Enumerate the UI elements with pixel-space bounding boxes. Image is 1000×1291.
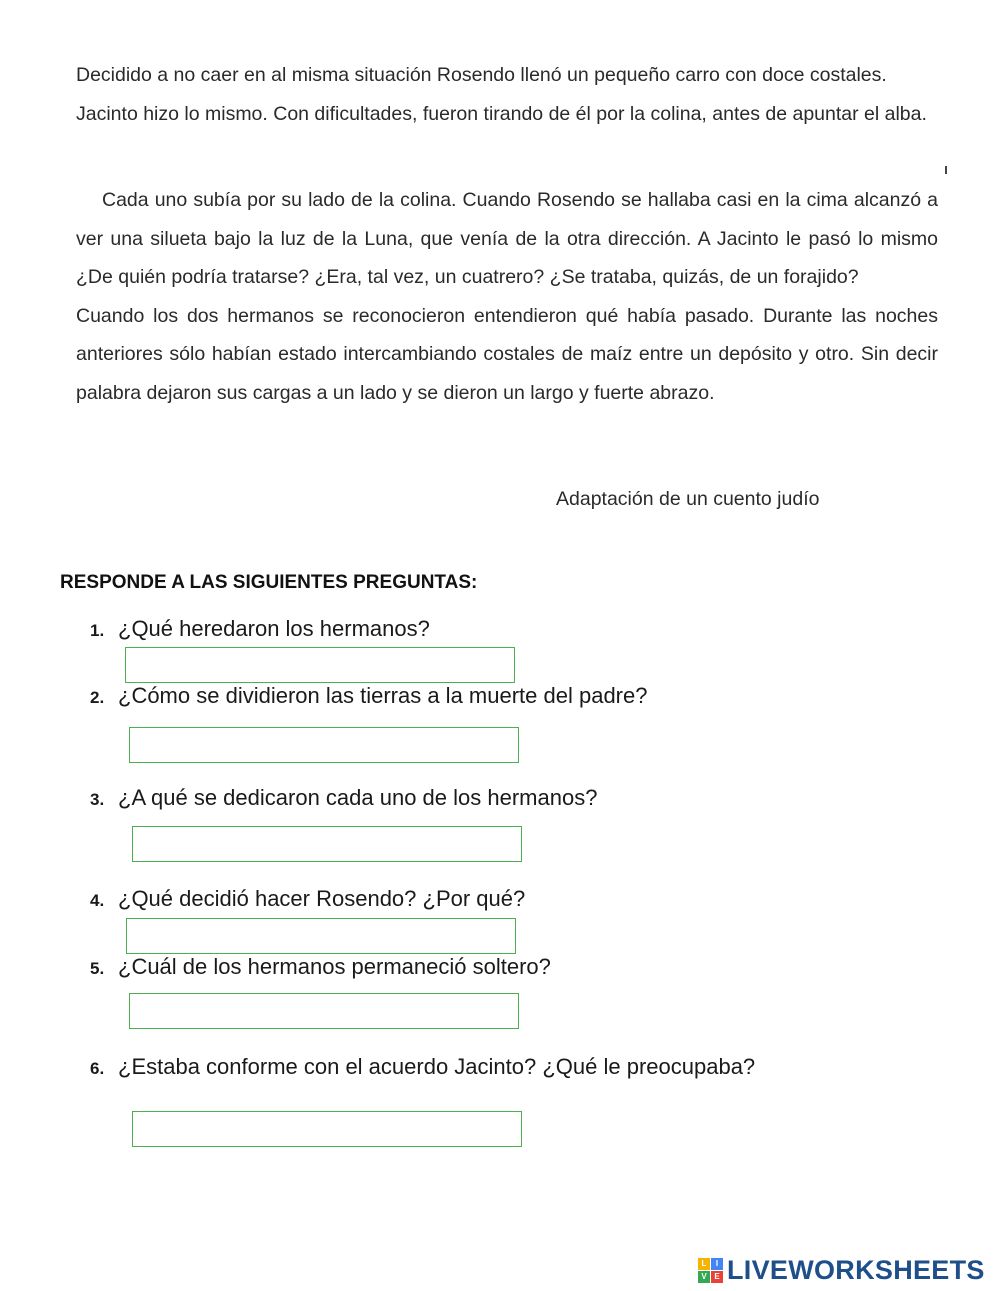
question-text: ¿Estaba conforme con el acuerdo Jacinto? ¿Qué le preocupaba? xyxy=(118,1054,756,1079)
story-text-3: Cuando los dos hermanos se reconocieron entendieron qué había pasado. Durante las noches anteriores sólo habían estado intercambiando costales de maíz entre un depósito y otro. Sin decir palabra dejaron sus cargas a un lado y se dieron un largo y fuerte abrazo. xyxy=(76,304,938,404)
liveworksheets-logo xyxy=(698,1256,985,1284)
question-text: ¿Cómo se dividieron las tierras a la muerte del padre? xyxy=(118,683,648,708)
question-4 xyxy=(90,886,525,912)
logo-cube: I xyxy=(711,1258,723,1270)
question-1 xyxy=(90,616,430,642)
logo-cube: V xyxy=(698,1271,710,1283)
question-number: 2. xyxy=(90,688,105,707)
stray-mark xyxy=(945,166,947,174)
story-paragraph-2 xyxy=(76,181,938,412)
answer-input-2[interactable] xyxy=(129,727,519,763)
question-number: 6. xyxy=(90,1059,105,1078)
story-paragraph-1 xyxy=(76,56,938,133)
question-number: 5. xyxy=(90,959,105,978)
logo-cube: L xyxy=(698,1258,710,1270)
question-3 xyxy=(90,785,597,811)
answer-input-3[interactable] xyxy=(132,826,522,862)
question-6 xyxy=(90,1054,755,1080)
story-credit: Adaptación de un cuento judío xyxy=(556,488,820,510)
answer-input-6[interactable] xyxy=(132,1111,522,1147)
question-number: 3. xyxy=(90,790,105,809)
answer-input-1[interactable] xyxy=(125,647,515,683)
logo-cube: E xyxy=(711,1271,723,1283)
answer-input-4[interactable] xyxy=(126,918,516,954)
question-text: ¿Qué decidió hacer Rosendo? ¿Por qué? xyxy=(118,886,526,911)
question-5 xyxy=(90,954,551,980)
question-text: ¿Cuál de los hermanos permaneció soltero? xyxy=(118,954,551,979)
question-number: 4. xyxy=(90,891,105,910)
logo-cubes-icon xyxy=(698,1258,723,1283)
questions-heading: RESPONDE A LAS SIGUIENTES PREGUNTAS: xyxy=(60,572,478,593)
story-text-1: Decidido a no caer en al misma situación Rosendo llenó un pequeño carro con doce costales. Jacinto hizo lo mismo. Con dificultades, fueron tirando de él por la colina, antes de apuntar el alba. xyxy=(76,64,927,125)
question-text: ¿A qué se dedicaron cada uno de los hermanos? xyxy=(118,785,598,810)
answer-input-5[interactable] xyxy=(129,993,519,1029)
question-text: ¿Qué heredaron los hermanos? xyxy=(118,616,430,641)
question-2 xyxy=(90,683,647,709)
story-text-2: Cada uno subía por su lado de la colina. Cuando Rosendo se hallaba casi en la cima alcanzó a ver una silueta bajo la luz de la Luna, que venía de la otra dirección. A Jacinto le pasó lo mismo ¿De quién podría tratarse? ¿Era, tal vez, un cuatrero? ¿Se trataba, quizás, de un forajido? xyxy=(76,189,938,288)
logo-text: LIVEWORKSHEETS xyxy=(727,1254,985,1285)
question-number: 1. xyxy=(90,621,105,640)
